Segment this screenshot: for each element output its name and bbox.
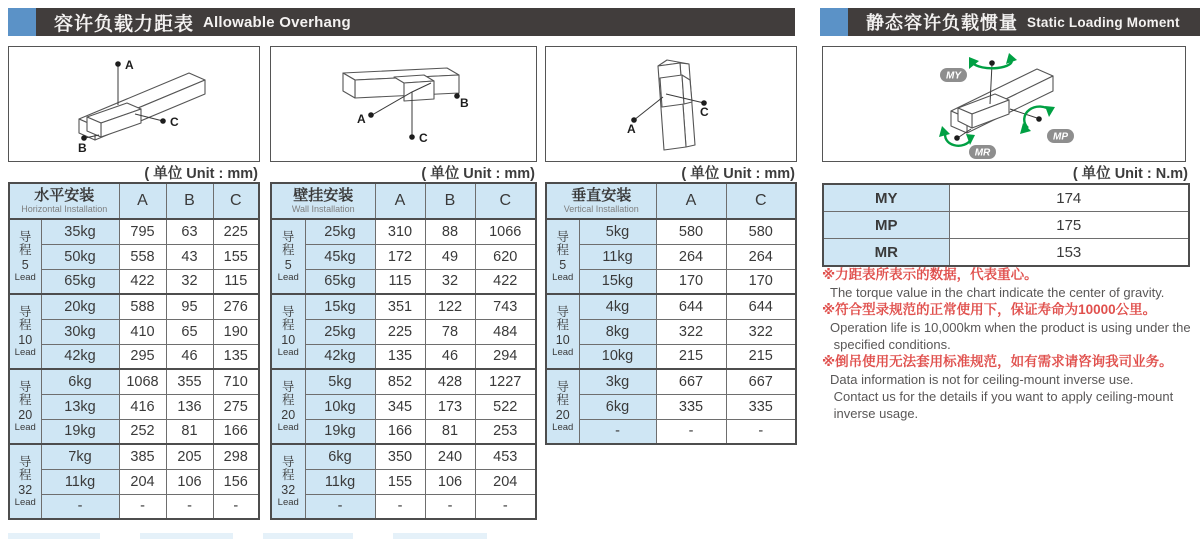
load-cell: 3kg <box>579 369 656 394</box>
lead-cell <box>9 444 41 519</box>
lead-zh-char: 导 <box>18 229 32 244</box>
value-cell: 135 <box>375 344 425 369</box>
table-header-row <box>271 183 536 219</box>
lead-zh-char: 导 <box>281 379 295 394</box>
load-cell: 10kg <box>305 394 375 419</box>
value-cell: 588 <box>119 294 166 319</box>
installation-title-en: Vertical Installation <box>563 204 639 214</box>
cutoff-table-fragment <box>263 533 353 539</box>
value-cell: 170 <box>726 269 796 294</box>
lead-zh-char: 程 <box>18 243 32 257</box>
value-cell: 667 <box>656 369 726 394</box>
lead-number: 20 <box>555 407 570 422</box>
load-cell: - <box>579 419 656 444</box>
table-row <box>546 319 796 344</box>
value-cell: 81 <box>166 419 213 444</box>
wall-installation-table <box>270 182 537 520</box>
column-header-a: A <box>656 183 726 219</box>
value-cell: 166 <box>375 419 425 444</box>
note-en-line: Contact us for the details if you want to apply ceiling-mount <box>830 389 1174 404</box>
value-cell: 264 <box>656 244 726 269</box>
lead-en: Lead <box>14 346 36 358</box>
moment-row <box>823 212 1189 239</box>
load-cell: - <box>305 494 375 519</box>
value-cell: 1068 <box>119 369 166 394</box>
blue-accent-square <box>820 8 848 36</box>
table-row <box>546 219 796 244</box>
my-badge: MY <box>946 70 961 82</box>
lead-en: Lead <box>14 271 36 283</box>
table-row <box>9 269 259 294</box>
lead-cell <box>9 219 41 294</box>
installation-title-cell <box>546 183 656 219</box>
value-cell: 275 <box>213 394 259 419</box>
load-cell: 19kg <box>41 419 119 444</box>
rail-isometric-drawing <box>546 47 796 161</box>
header-bar <box>848 8 1200 36</box>
table-row <box>271 294 536 319</box>
value-cell: 170 <box>656 269 726 294</box>
lead-en: Lead <box>277 271 299 283</box>
lead-number: 10 <box>555 332 570 347</box>
value-cell: 351 <box>375 294 425 319</box>
note-en-line: The torque value in the chart indicate the center of gravity. <box>830 285 1165 300</box>
allowable-overhang-header <box>8 8 795 36</box>
load-cell: 13kg <box>41 394 119 419</box>
value-cell: 522 <box>475 394 536 419</box>
load-cell: 25kg <box>305 319 375 344</box>
note-zh-line: ※力距表所表示的数据，代表重心。 <box>822 267 1038 282</box>
installation-title-cell <box>271 183 375 219</box>
value-cell: 355 <box>166 369 213 394</box>
value-cell: 136 <box>166 394 213 419</box>
table-row <box>271 319 536 344</box>
horizontal-table-mount <box>8 182 260 520</box>
note-en-line: inverse usage. <box>830 406 919 421</box>
table-row <box>9 494 259 519</box>
load-cell: - <box>41 494 119 519</box>
value-cell: 743 <box>475 294 536 319</box>
rail-moment-drawing <box>823 47 1185 161</box>
value-cell: 558 <box>119 244 166 269</box>
value-cell: 106 <box>425 469 475 494</box>
static-moment-diagram <box>822 46 1186 162</box>
load-cell: 42kg <box>305 344 375 369</box>
lead-number: 5 <box>284 257 292 272</box>
table-row <box>271 444 536 469</box>
lead-en: Lead <box>552 346 574 358</box>
value-cell: 115 <box>375 269 425 294</box>
lead-cell <box>9 294 41 369</box>
cutoff-table-fragment <box>140 533 233 539</box>
lead-zh-char: 程 <box>556 318 569 332</box>
value-cell: 1066 <box>475 219 536 244</box>
moment-row <box>823 184 1189 212</box>
lead-en: Lead <box>14 496 36 508</box>
value-cell: - <box>375 494 425 519</box>
lead-en: Lead <box>277 421 299 433</box>
value-cell: 580 <box>726 219 796 244</box>
value-cell: 667 <box>726 369 796 394</box>
lead-number: 10 <box>281 332 296 347</box>
value-cell: 350 <box>375 444 425 469</box>
table-row <box>9 369 259 394</box>
wall-table-mount <box>270 182 537 520</box>
value-cell: 276 <box>213 294 259 319</box>
point-a-label: A <box>125 58 134 72</box>
value-cell: 156 <box>213 469 259 494</box>
unit-label-mm: ( 单位 Unit : mm) <box>144 166 258 182</box>
lead-zh-char: 程 <box>556 243 569 257</box>
section-title-zh: 静态容许负载惯量 <box>866 13 1018 33</box>
load-cell: 6kg <box>41 369 119 394</box>
value-cell: 155 <box>213 244 259 269</box>
table-row <box>9 244 259 269</box>
lead-zh-char: 程 <box>18 318 32 332</box>
table-row <box>271 394 536 419</box>
value-cell: 253 <box>475 419 536 444</box>
value-cell: 322 <box>656 319 726 344</box>
value-cell: 335 <box>726 394 796 419</box>
value-cell: 106 <box>166 469 213 494</box>
point-a-label: A <box>357 112 366 126</box>
table-row <box>271 219 536 244</box>
value-cell: 852 <box>375 369 425 394</box>
lead-zh-char: 导 <box>281 304 295 319</box>
load-cell: 11kg <box>41 469 119 494</box>
load-cell: 42kg <box>41 344 119 369</box>
value-cell: 46 <box>166 344 213 369</box>
lead-zh-char: 导 <box>18 304 32 319</box>
lead-zh-char: 导 <box>556 304 569 319</box>
value-cell: 166 <box>213 419 259 444</box>
moment-value-cell: 153 <box>949 239 1189 267</box>
section-title-en: Allowable Overhang <box>203 13 351 31</box>
lead-cell <box>271 219 305 294</box>
load-cell: 35kg <box>41 219 119 244</box>
load-cell: 8kg <box>579 319 656 344</box>
table-row <box>271 344 536 369</box>
blue-accent-square <box>8 8 36 36</box>
column-header-b: B <box>425 183 475 219</box>
lead-zh-char: 程 <box>556 393 569 407</box>
static-loading-moment-header <box>820 8 1200 36</box>
value-cell: 310 <box>375 219 425 244</box>
lead-en: Lead <box>552 271 574 283</box>
lead-cell <box>271 369 305 444</box>
lead-number: 5 <box>21 257 29 272</box>
load-cell: 6kg <box>305 444 375 469</box>
value-cell: 49 <box>425 244 475 269</box>
lead-cell <box>546 294 579 369</box>
value-cell: 410 <box>119 319 166 344</box>
value-cell: 155 <box>375 469 425 494</box>
table-row <box>9 444 259 469</box>
table-row <box>271 469 536 494</box>
value-cell: 78 <box>425 319 475 344</box>
note-en-line: Operation life is 10,000km when the product is using under the <box>830 320 1191 335</box>
lead-en: Lead <box>277 346 299 358</box>
cutoff-table-fragment <box>393 533 487 539</box>
rail-isometric-drawing <box>9 47 259 161</box>
column-header-c: C <box>475 183 536 219</box>
unit-label-nm: ( 单位 Unit : N.m) <box>1072 166 1188 182</box>
value-cell: 32 <box>425 269 475 294</box>
moment-label-cell: MR <box>823 239 949 267</box>
value-cell: - <box>726 419 796 444</box>
table-row <box>546 394 796 419</box>
column-header-c: C <box>726 183 796 219</box>
value-cell: 580 <box>656 219 726 244</box>
value-cell: 65 <box>166 319 213 344</box>
value-cell: 252 <box>119 419 166 444</box>
lead-zh-char: 导 <box>556 379 569 394</box>
table-row <box>546 369 796 394</box>
installation-title-cell <box>9 183 119 219</box>
table-row <box>546 244 796 269</box>
value-cell: 428 <box>425 369 475 394</box>
table-row <box>546 294 796 319</box>
load-cell: 11kg <box>305 469 375 494</box>
value-cell: 644 <box>656 294 726 319</box>
point-a-label: A <box>627 122 636 136</box>
moment-label-cell: MP <box>823 212 949 239</box>
table-row <box>9 294 259 319</box>
wall-installation-diagram <box>270 46 537 162</box>
table-row <box>546 269 796 294</box>
section-title-zh: 容许负载力距表 <box>54 13 195 35</box>
table-row <box>546 344 796 369</box>
horizontal-installation-diagram <box>8 46 260 162</box>
moment-value-cell: 174 <box>949 184 1189 212</box>
load-cell: 19kg <box>305 419 375 444</box>
lead-cell <box>546 219 579 294</box>
lead-zh-char: 程 <box>18 393 32 407</box>
rail-isometric-drawing <box>271 47 536 161</box>
installation-title-en: Wall Installation <box>291 204 355 214</box>
load-cell: 4kg <box>579 294 656 319</box>
unit-label-mm: ( 单位 Unit : mm) <box>421 166 535 182</box>
column-header-b: B <box>166 183 213 219</box>
load-cell: 45kg <box>305 244 375 269</box>
value-cell: 620 <box>475 244 536 269</box>
vertical-installation-diagram <box>545 46 797 162</box>
value-cell: 644 <box>726 294 796 319</box>
moment-table-wrap <box>822 183 1190 267</box>
value-cell: 795 <box>119 219 166 244</box>
value-cell: 710 <box>213 369 259 394</box>
load-cell: 5kg <box>579 219 656 244</box>
table-row <box>271 269 536 294</box>
table-row <box>9 394 259 419</box>
value-cell: 205 <box>166 444 213 469</box>
value-cell: 88 <box>425 219 475 244</box>
table-row <box>9 344 259 369</box>
value-cell: 422 <box>475 269 536 294</box>
column-header-c: C <box>213 183 259 219</box>
horizontal-installation-table <box>8 182 260 520</box>
load-cell: 6kg <box>579 394 656 419</box>
value-cell: 63 <box>166 219 213 244</box>
section-title-en: Static Loading Moment <box>1027 14 1180 30</box>
table-header-row <box>9 183 259 219</box>
value-cell: 115 <box>213 269 259 294</box>
lead-zh-char: 程 <box>18 468 32 482</box>
value-cell: 135 <box>213 344 259 369</box>
note-item <box>822 301 1200 353</box>
lead-zh-char: 程 <box>281 318 295 332</box>
table-row <box>546 419 796 444</box>
value-cell: 385 <box>119 444 166 469</box>
load-cell: 50kg <box>41 244 119 269</box>
value-cell: 204 <box>119 469 166 494</box>
table-row <box>9 319 259 344</box>
load-cell: 65kg <box>41 269 119 294</box>
value-cell: 322 <box>726 319 796 344</box>
table-row <box>271 494 536 519</box>
table-row <box>9 469 259 494</box>
load-cell: 11kg <box>579 244 656 269</box>
lead-en: Lead <box>277 496 299 508</box>
lead-zh-char: 程 <box>281 468 295 482</box>
mp-badge: MP <box>1053 131 1068 143</box>
value-cell: 122 <box>425 294 475 319</box>
lead-zh-char: 导 <box>556 229 569 244</box>
moment-label-cell: MY <box>823 184 949 212</box>
lead-zh-char: 导 <box>281 229 295 244</box>
load-cell: 15kg <box>305 294 375 319</box>
lead-number: 20 <box>281 407 296 422</box>
note-en-line: Data information is not for ceiling-mount inverse use. <box>830 372 1134 387</box>
note-zh-line: ※符合型录规范的正常使用下，保证寿命为10000公里。 <box>822 302 1157 317</box>
table-row <box>271 244 536 269</box>
table-row <box>271 369 536 394</box>
note-item <box>822 353 1200 422</box>
value-cell: - <box>425 494 475 519</box>
value-cell: 422 <box>119 269 166 294</box>
moment-row <box>823 239 1189 267</box>
vertical-table-mount <box>545 182 797 445</box>
note-zh-line: ※倒吊使用无法套用标准规范，如有需求请咨询我司业务。 <box>822 354 1173 369</box>
value-cell: - <box>656 419 726 444</box>
column-header-a: A <box>375 183 425 219</box>
value-cell: - <box>213 494 259 519</box>
value-cell: 264 <box>726 244 796 269</box>
point-b-label: B <box>78 141 87 155</box>
value-cell: 43 <box>166 244 213 269</box>
lead-zh-char: 程 <box>281 393 295 407</box>
value-cell: 335 <box>656 394 726 419</box>
value-cell: 81 <box>425 419 475 444</box>
load-cell: 7kg <box>41 444 119 469</box>
value-cell: 416 <box>119 394 166 419</box>
load-cell: 20kg <box>41 294 119 319</box>
lead-number: 5 <box>559 257 567 272</box>
vertical-installation-table <box>545 182 797 445</box>
moment-value-cell: 175 <box>949 212 1189 239</box>
lead-cell <box>9 369 41 444</box>
installation-title-zh: 垂直安装 <box>571 187 632 204</box>
column-header-a: A <box>119 183 166 219</box>
load-cell: 25kg <box>305 219 375 244</box>
lead-en: Lead <box>552 421 574 433</box>
point-c-label: C <box>419 131 428 145</box>
unit-label-mm: ( 单位 Unit : mm) <box>681 166 795 182</box>
lead-number: 32 <box>18 482 33 497</box>
installation-title-zh: 水平安装 <box>34 187 95 204</box>
table-row <box>9 219 259 244</box>
lead-en: Lead <box>14 421 36 433</box>
value-cell: 295 <box>119 344 166 369</box>
installation-title-zh: 壁挂安装 <box>293 187 354 204</box>
value-cell: 95 <box>166 294 213 319</box>
value-cell: - <box>475 494 536 519</box>
value-cell: 46 <box>425 344 475 369</box>
value-cell: 240 <box>425 444 475 469</box>
value-cell: 32 <box>166 269 213 294</box>
value-cell: 172 <box>375 244 425 269</box>
installation-title-en: Horizontal Installation <box>21 204 108 214</box>
value-cell: 225 <box>213 219 259 244</box>
value-cell: 190 <box>213 319 259 344</box>
table-header-row <box>546 183 796 219</box>
value-cell: 173 <box>425 394 475 419</box>
point-c-label: C <box>170 115 179 129</box>
lead-zh-char: 程 <box>281 243 295 257</box>
point-c-label: C <box>700 105 709 119</box>
header-bar <box>36 8 795 36</box>
value-cell: - <box>166 494 213 519</box>
value-cell: 215 <box>656 344 726 369</box>
load-cell: 10kg <box>579 344 656 369</box>
lead-number: 10 <box>18 332 33 347</box>
value-cell: 204 <box>475 469 536 494</box>
value-cell: 215 <box>726 344 796 369</box>
value-cell: 1227 <box>475 369 536 394</box>
lead-zh-char: 导 <box>281 454 295 469</box>
footnotes <box>822 266 1200 422</box>
table-row <box>9 419 259 444</box>
table-row <box>271 419 536 444</box>
lead-cell <box>271 444 305 519</box>
load-cell: 15kg <box>579 269 656 294</box>
lead-zh-char: 导 <box>18 454 32 469</box>
lead-cell <box>546 369 579 444</box>
load-cell: 65kg <box>305 269 375 294</box>
value-cell: - <box>119 494 166 519</box>
load-cell: 5kg <box>305 369 375 394</box>
value-cell: 225 <box>375 319 425 344</box>
note-item <box>822 266 1200 301</box>
value-cell: 453 <box>475 444 536 469</box>
lead-number: 32 <box>281 482 296 497</box>
value-cell: 345 <box>375 394 425 419</box>
note-en-line: specified conditions. <box>830 337 951 352</box>
static-moment-table <box>822 183 1190 267</box>
value-cell: 298 <box>213 444 259 469</box>
lead-number: 20 <box>18 407 33 422</box>
value-cell: 484 <box>475 319 536 344</box>
load-cell: 30kg <box>41 319 119 344</box>
cutoff-table-fragment <box>8 533 100 539</box>
lead-zh-char: 导 <box>18 379 32 394</box>
lead-cell <box>271 294 305 369</box>
value-cell: 294 <box>475 344 536 369</box>
mr-badge: MR <box>974 147 991 159</box>
point-b-label: B <box>460 96 469 110</box>
